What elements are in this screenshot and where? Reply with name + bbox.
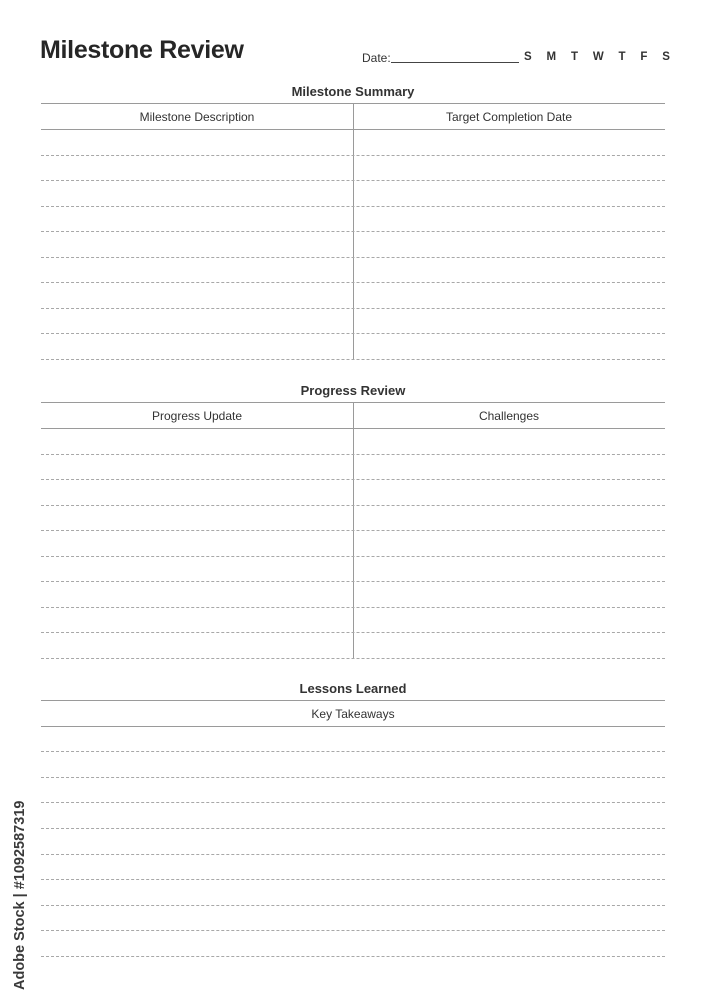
milestone-description-header: Milestone Description bbox=[139, 110, 255, 124]
writing-line[interactable] bbox=[41, 180, 665, 181]
weekday-selector bbox=[524, 51, 670, 63]
writing-line[interactable] bbox=[41, 155, 665, 156]
stock-watermark: Adobe Stock | #1092587319 bbox=[12, 800, 28, 990]
writing-line[interactable] bbox=[41, 333, 665, 334]
writing-line[interactable] bbox=[41, 879, 665, 880]
milestone-summary-title: Milestone Summary bbox=[291, 84, 415, 99]
challenges-header: Challenges bbox=[478, 409, 540, 423]
writing-line[interactable] bbox=[41, 658, 665, 659]
writing-line[interactable] bbox=[41, 479, 665, 480]
page-title: Milestone Review bbox=[40, 36, 244, 64]
progress-review-title: Progress Review bbox=[300, 383, 406, 398]
lessons-learned-header-rule bbox=[41, 726, 665, 727]
date-field-line[interactable] bbox=[391, 62, 519, 63]
writing-line[interactable] bbox=[41, 206, 665, 207]
weekday-sunday[interactable]: S bbox=[524, 51, 532, 63]
weekday-monday[interactable]: M bbox=[546, 51, 557, 63]
writing-line[interactable] bbox=[41, 454, 665, 455]
target-completion-date-header: Target Completion Date bbox=[445, 110, 573, 124]
date-label: Date: bbox=[362, 51, 391, 65]
weekday-thursday[interactable]: T bbox=[618, 51, 626, 63]
writing-line[interactable] bbox=[41, 632, 665, 633]
writing-line[interactable] bbox=[41, 854, 665, 855]
weekday-wednesday[interactable]: W bbox=[592, 51, 604, 63]
lessons-learned-top-rule bbox=[41, 700, 665, 701]
weekday-friday[interactable]: F bbox=[640, 51, 648, 63]
writing-line[interactable] bbox=[41, 530, 665, 531]
lessons-learned-title: Lessons Learned bbox=[299, 681, 407, 696]
writing-line[interactable] bbox=[41, 607, 665, 608]
writing-line[interactable] bbox=[41, 257, 665, 258]
progress-update-header: Progress Update bbox=[151, 409, 243, 423]
writing-line[interactable] bbox=[41, 556, 665, 557]
writing-line[interactable] bbox=[41, 930, 665, 931]
writing-line[interactable] bbox=[41, 581, 665, 582]
writing-line[interactable] bbox=[41, 751, 665, 752]
writing-line[interactable] bbox=[41, 359, 665, 360]
key-takeaways-header: Key Takeaways bbox=[311, 707, 395, 721]
writing-line[interactable] bbox=[41, 231, 665, 232]
weekday-tuesday[interactable]: T bbox=[570, 51, 578, 63]
writing-line[interactable] bbox=[41, 777, 665, 778]
writing-line[interactable] bbox=[41, 282, 665, 283]
writing-line[interactable] bbox=[41, 905, 665, 906]
writing-line[interactable] bbox=[41, 505, 665, 506]
writing-line[interactable] bbox=[41, 956, 665, 957]
weekday-saturday[interactable]: S bbox=[662, 51, 670, 63]
writing-line[interactable] bbox=[41, 308, 665, 309]
writing-line[interactable] bbox=[41, 802, 665, 803]
writing-line[interactable] bbox=[41, 828, 665, 829]
